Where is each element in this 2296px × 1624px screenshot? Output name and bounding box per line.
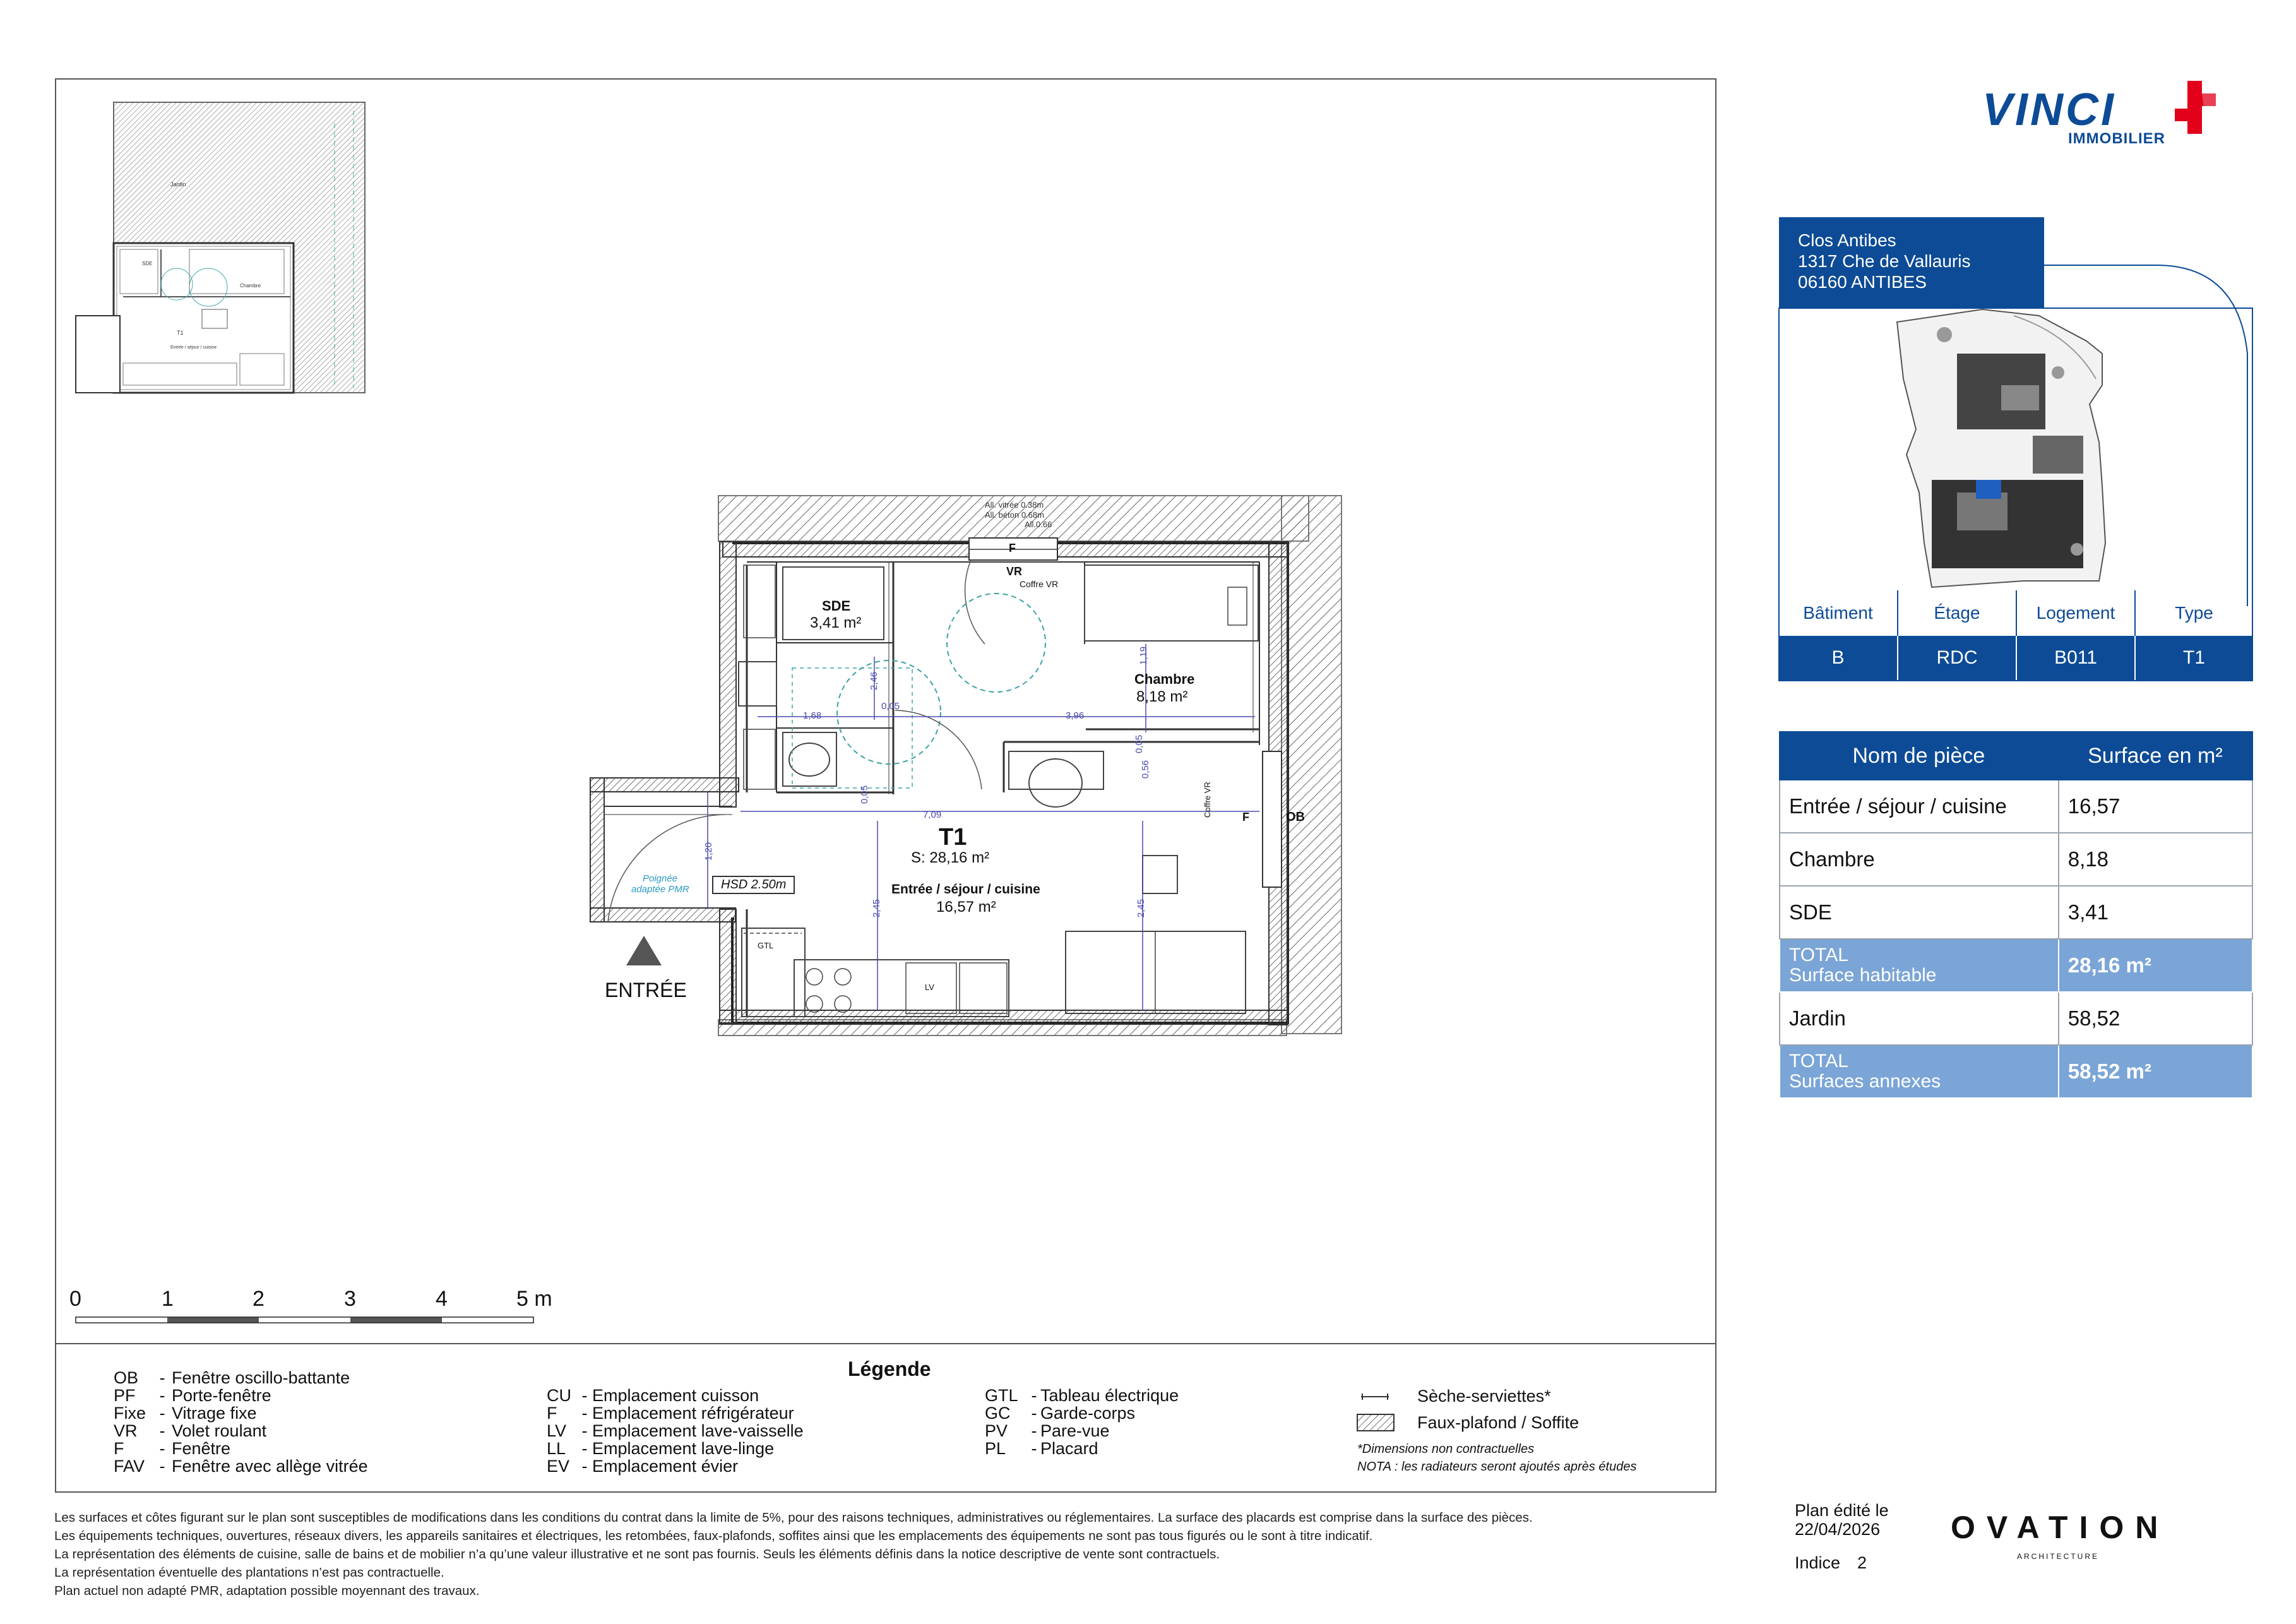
- allege-text-1: All. vitrée 0.38m: [985, 500, 1044, 510]
- legend-text: Emplacement évier: [592, 1457, 739, 1476]
- dim-label: 1,20: [703, 842, 715, 861]
- vinci-cross-icon: [2165, 76, 2235, 145]
- total-habitable-value: 28,16 m²: [2059, 939, 2252, 992]
- dim-label: 1,19: [1138, 646, 1150, 666]
- legend-code: GTL: [985, 1386, 1018, 1405]
- legend-code: PL: [985, 1439, 1006, 1458]
- legend-item: GC - Garde-corps: [985, 1404, 1136, 1423]
- window-f-top: F: [1009, 542, 1016, 554]
- dim-label: 2,45: [1136, 899, 1147, 918]
- entrance-arrow: [626, 936, 662, 965]
- header-etage: Étage: [1898, 590, 2016, 636]
- total-habitable-label: [1780, 939, 2059, 992]
- window-f-right: F: [1242, 811, 1249, 823]
- legend-code: Fixe: [114, 1404, 146, 1423]
- legend-text: Vitrage fixe: [172, 1404, 257, 1423]
- project-name: Clos Antibes: [1798, 230, 1896, 250]
- value-logement: B011: [2016, 636, 2135, 680]
- legend-code: OB: [114, 1368, 139, 1387]
- vinci-logo: [1982, 76, 2235, 152]
- room-surface: 16,57: [2059, 780, 2252, 833]
- legend-text: Emplacement lave-linge: [592, 1439, 775, 1458]
- key-plan-thumbnail: [76, 102, 365, 393]
- legend-code: F: [547, 1404, 557, 1423]
- header-type: Type: [2135, 590, 2252, 636]
- room-surface: 3,41: [2059, 886, 2252, 939]
- indice-label: Indice: [1795, 1553, 1841, 1572]
- unit-name: T1: [939, 824, 967, 851]
- total-annex-label: [1780, 1045, 2059, 1098]
- legend-col-2: [547, 1387, 804, 1475]
- scale-label: 0: [69, 1287, 81, 1311]
- allege-text-3: All.0.66: [1025, 520, 1052, 529]
- total-annex-label-1: TOTAL: [1789, 1051, 1848, 1072]
- entree-label: ENTRÉE: [605, 979, 687, 1001]
- legend-item: PL - Placard: [985, 1439, 1098, 1458]
- room-name: SDE: [1780, 886, 2059, 939]
- legend-text: Garde-corps: [1040, 1404, 1136, 1423]
- vinci-wordmark: VINCI: [1982, 85, 2117, 135]
- legend-col-3: [985, 1387, 1179, 1457]
- legend-item: F - Emplacement réfrigérateur: [547, 1404, 794, 1423]
- dim-label: 0,05: [881, 701, 900, 712]
- legend-code: PF: [114, 1386, 136, 1405]
- legend-text: Fenêtre oscillo-battante: [172, 1368, 350, 1387]
- project-address: 1317 Che de Vallauris: [1798, 251, 1971, 271]
- legend-item: GTL - Tableau électrique: [985, 1386, 1179, 1405]
- coffre-vr-right: Coffre VR: [1203, 782, 1212, 818]
- legend-text: Fenêtre avec allège vitrée: [172, 1457, 368, 1476]
- header-batiment: Bâtiment: [1803, 603, 1873, 623]
- total-habitable-label-1: TOTAL: [1789, 945, 1848, 965]
- header-surface: Surface en m²: [2059, 732, 2252, 780]
- chambre-surface: 8,18 m²: [1136, 688, 1188, 705]
- header-logement: Logement: [2016, 590, 2135, 636]
- coffre-vr-label: Coffre VR: [1020, 579, 1059, 589]
- legend-title: Légende: [848, 1358, 931, 1380]
- legend-item: F - Fenêtre: [114, 1439, 231, 1458]
- lv-label: LV: [925, 982, 934, 992]
- room-surface: 8,18: [2059, 833, 2252, 886]
- legend-code: PV: [985, 1421, 1008, 1440]
- legend-code: LV: [547, 1421, 567, 1440]
- ovation-sub: ARCHITECTURE: [2017, 1552, 2100, 1561]
- site-plan: [1897, 265, 2247, 606]
- total-annex-value: 58,52 m²: [2059, 1045, 2252, 1098]
- footer-line: Les surfaces et côtes figurant sur le plan sont susceptibles de modifications dans les conditions du contrat dans la limite de 5%, pour des raisons techniques, administratives ou réglementaires. La surface des placards est comprise dans la surface des pièces.: [54, 1510, 1533, 1525]
- legend-code: CU: [547, 1386, 571, 1405]
- dimensions-note: *Dimensions non contractuelles: [1357, 1442, 1535, 1456]
- legend-code: GC: [985, 1404, 1011, 1423]
- legend-text: Emplacement réfrigérateur: [592, 1404, 794, 1423]
- legend-item: PF - Porte-fenêtre: [114, 1386, 271, 1405]
- legend-col-1: [114, 1369, 368, 1475]
- total-annex-label-2: Surfaces annexes: [1789, 1071, 1941, 1092]
- allege-text-2: All. béton 0.68m: [985, 510, 1044, 520]
- annex-surface: 58,52: [2059, 992, 2252, 1045]
- room-name: Chambre: [1780, 833, 2059, 886]
- dim-label: 0,05: [859, 785, 871, 804]
- sde-surface: 3,41 m²: [810, 614, 862, 631]
- legend-code: LL: [547, 1439, 566, 1458]
- indice-value: 2: [1857, 1553, 1867, 1572]
- legend-code: EV: [547, 1457, 570, 1476]
- legend-item: LV - Emplacement lave-vaisselle: [547, 1421, 804, 1440]
- scale-label: 2: [253, 1287, 265, 1311]
- legend-text: Emplacement lave-vaisselle: [592, 1421, 804, 1440]
- footer-line: Plan actuel non adapté PMR, adaptation possible moyennant des travaux.: [54, 1584, 480, 1598]
- legend-text: Placard: [1040, 1439, 1098, 1458]
- chambre-name: Chambre: [1134, 671, 1195, 687]
- legend-item: LL - Emplacement lave-linge: [547, 1439, 775, 1458]
- annex-name: Jardin: [1780, 992, 2059, 1045]
- legend-item: VR - Volet roulant: [114, 1421, 267, 1440]
- legend-code: FAV: [114, 1457, 145, 1476]
- total-habitable-label-2: Surface habitable: [1789, 965, 1937, 986]
- legend-text: Pare-vue: [1040, 1421, 1110, 1440]
- hsd-label: HSD 2.50m: [712, 876, 795, 894]
- legend-item: OB - Fenêtre oscillo-battante: [114, 1368, 350, 1387]
- housing-info-table: [1779, 590, 2252, 680]
- value-etage: RDC: [1898, 636, 2016, 680]
- dim-label: 0,56: [1140, 760, 1151, 779]
- legend-code: F: [114, 1439, 124, 1458]
- scale-label: 5 m: [516, 1287, 552, 1311]
- poignee-label-2: adaptée PMR: [631, 884, 689, 895]
- legend-item: EV - Emplacement évier: [547, 1457, 739, 1476]
- legend-item: FAV - Fenêtre avec allège vitrée: [114, 1457, 368, 1476]
- gtl-label: GTL: [758, 941, 774, 950]
- seche-serviettes-label: Sèche-serviettes*: [1417, 1387, 1551, 1406]
- footer-line: La représentation éventuelle des plantations n’est pas contractuelle.: [54, 1565, 444, 1580]
- dim-label: 2,45: [871, 899, 883, 918]
- dim-label: 1,68: [803, 710, 822, 721]
- scale-label: 4: [436, 1287, 448, 1311]
- legend-code: VR: [114, 1421, 138, 1440]
- legend-text: Porte-fenêtre: [172, 1386, 271, 1405]
- edited-label: Plan édité le: [1795, 1501, 1889, 1520]
- room-name: Entrée / séjour / cuisine: [1780, 780, 2059, 833]
- surface-table: [1779, 731, 2253, 1099]
- legend-text: Tableau électrique: [1040, 1386, 1179, 1405]
- sejour-name: Entrée / séjour / cuisine: [891, 882, 1040, 897]
- ovation-logo: OVATION: [1951, 1510, 2170, 1545]
- footer-line: Les équipements techniques, ouvertures, réseaux divers, les appareils sanitaires et électriques, les retombées, faux-plafonds, soffites ainsi que les emplacements des équipements ne sont pas tous figurés ou le sont à titre indicatif.: [54, 1529, 1373, 1543]
- window-vr-label: VR: [1006, 565, 1023, 578]
- svg-text:Chambre: Chambre: [240, 283, 261, 289]
- footer-line: La représentation des éléments de cuisine, salle de bains et de mobilier n’a qu’une valeur illustrative et ne sont pas fournis. Seuls les éléments définis dans la notice descriptive de vente sont contractuels.: [54, 1547, 1220, 1561]
- poignee-label-1: Poignée: [643, 873, 678, 884]
- vinci-sub: IMMOBILIER: [2068, 130, 2165, 147]
- legend-symbols: [1357, 1394, 1394, 1431]
- value-batiment: B: [1779, 636, 1898, 680]
- faux-plafond-label: Faux-plafond / Soffite: [1417, 1413, 1579, 1432]
- legend-item: Fixe - Vitrage fixe: [114, 1404, 257, 1423]
- project-city: 06160 ANTIBES: [1798, 272, 1927, 292]
- edited-date: 22/04/2026: [1795, 1520, 1881, 1539]
- legend-item: CU - Emplacement cuisson: [547, 1386, 759, 1405]
- footer-disclaimer: [54, 1508, 1533, 1600]
- sejour-surface: 16,57 m²: [936, 899, 996, 916]
- sde-name: SDE: [822, 598, 851, 614]
- dim-label: 0,05: [1134, 734, 1145, 754]
- svg-text:Entrée / séjour / cuisine: Entrée / séjour / cuisine: [170, 345, 217, 350]
- header-piece: Nom de pièce: [1780, 732, 2059, 780]
- legend-text: Volet roulant: [172, 1421, 267, 1440]
- scale-label: 3: [344, 1287, 356, 1311]
- scale-label: 1: [162, 1287, 174, 1311]
- radiateurs-note: NOTA : les radiateurs seront ajoutés après études: [1357, 1460, 1637, 1474]
- legend-item: PV - Pare-vue: [985, 1421, 1110, 1440]
- legend-text: Emplacement cuisson: [592, 1386, 759, 1405]
- svg-text:SDE: SDE: [142, 261, 153, 266]
- scale-bar: [76, 1317, 533, 1323]
- svg-text:T1: T1: [177, 330, 184, 336]
- dim-label: 7,09: [923, 809, 942, 820]
- project-info-box: [1779, 217, 2044, 308]
- legend-text: Fenêtre: [172, 1439, 231, 1458]
- dim-label: 3,96: [1066, 710, 1085, 721]
- apartment-plan: [590, 496, 1341, 1036]
- window-ob-label: OB: [1286, 810, 1305, 824]
- svg-text:Jardin: Jardin: [170, 181, 186, 188]
- dim-label: 2,46: [869, 671, 880, 691]
- value-type: T1: [2135, 636, 2252, 680]
- unit-surface: S: 28,16 m²: [911, 849, 990, 866]
